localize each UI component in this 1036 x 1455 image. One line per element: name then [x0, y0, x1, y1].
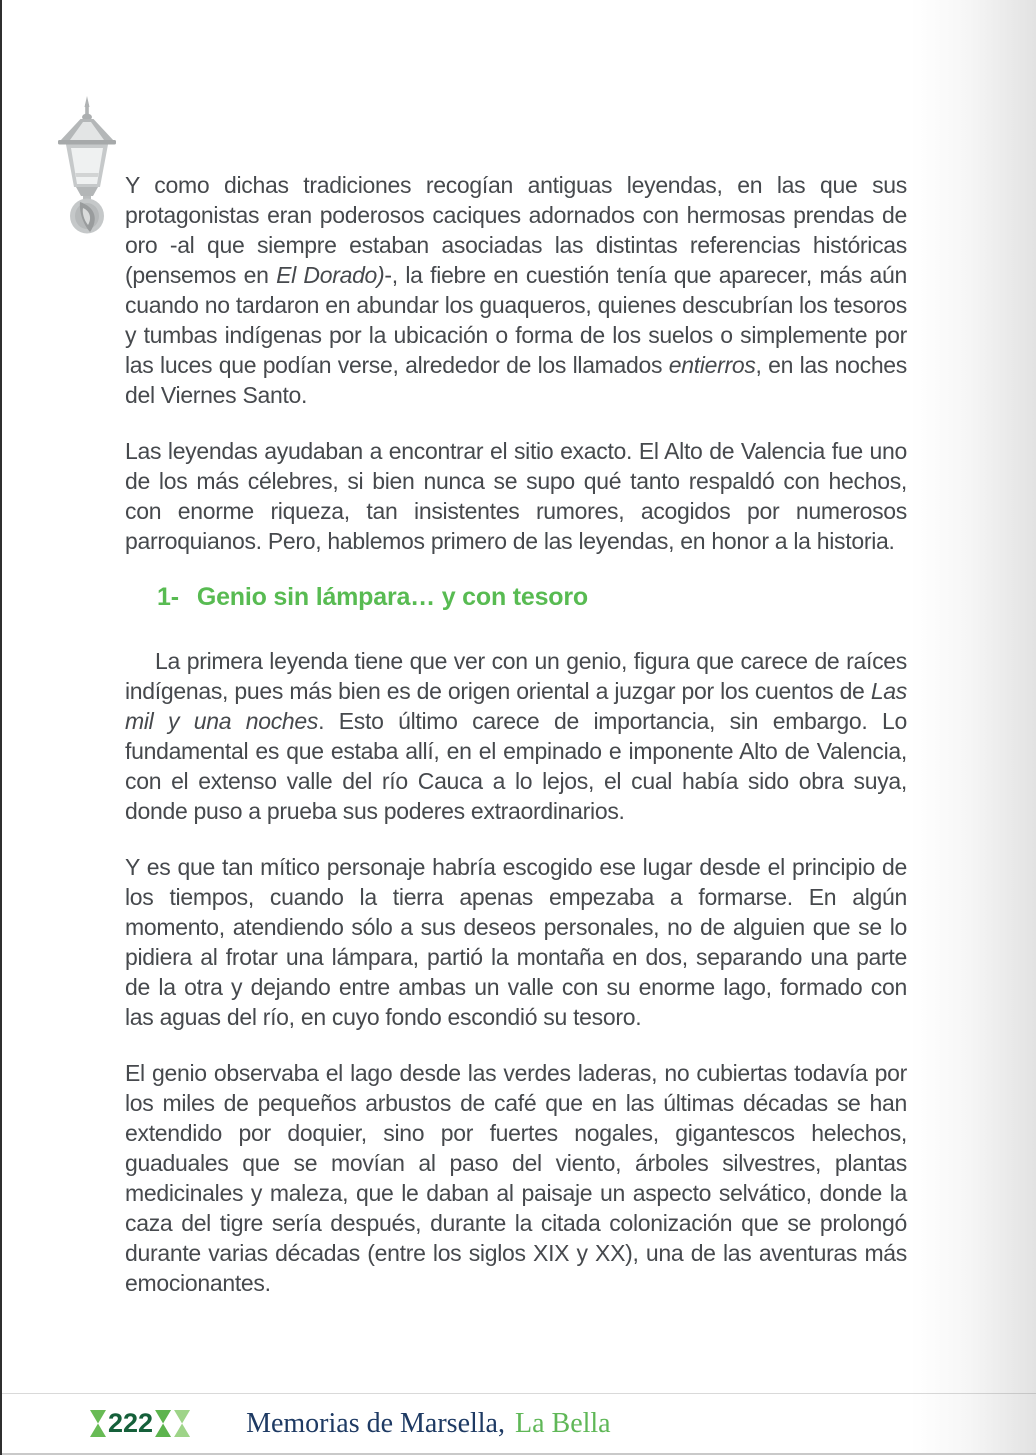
paragraph: La primera leyenda tiene que ver con un genio, figura que carece de raíces indígenas, pues más bien es de origen oriental a juzgar por los cuentos de Las mil y una noches. Esto último carece de importancia, sin embargo. Lo fundamental es que estaba allí, en el empinado e imponente Alto de Valencia, con el extenso valle del río Cauca a lo lejos, el cual había sido obra suya, donde puso a prueba sus poderes extraordinarios.: [125, 648, 907, 824]
page-content: [125, 170, 907, 1324]
book-title-subtitle: La Bella: [514, 1407, 611, 1439]
paragraph: Y es que tan mítico personaje habría escogido ese lugar desde el principio de los tiempos, cuando la tierra apenas empezaba a formarse. En algún momento, atendiendo sólo a sus deseos personales, no de alguien que se lo pidiera al frotar una lámpara, partió la montaña en dos, separando una parte de la otra y dejando entre ambas un valle con su enorme lago, formado con las aguas del río, en cuyo fondo escondió su tesoro.: [125, 854, 907, 1030]
page-number-group: [90, 1410, 190, 1437]
book-title: [246, 1407, 611, 1439]
paragraph: El genio observaba el lago desde las verdes laderas, no cubiertas todavía por los miles de pequeños arbustos de café que en las últimas décadas se han extendido por doquier, sino por fuertes nogales, gigantescos helechos, guaduales que se movían al paso del viento, árboles silvestres, plantas medicinales y maleza, que le daban al paisaje un aspecto selvático, donde la caza del tigre sería después, durante la citada colonización que se prolongó durante varias décadas (entre los siglos XIX y XX), una de las aventuras más emocionantes.: [125, 1060, 907, 1296]
section-title: Genio sin lámpara… y con tesoro: [196, 583, 588, 611]
wall-lantern-icon: [54, 96, 120, 234]
book-title-main: Memorias de Marsella,: [246, 1407, 505, 1439]
page-number: 222: [108, 1408, 154, 1438]
page-left-edge: [0, 0, 2, 1455]
hourglass-ornament-icon: [174, 1410, 190, 1437]
section-heading: [125, 582, 907, 612]
street-lamp-image: [54, 96, 120, 234]
hourglass-ornament-icon: [155, 1410, 171, 1437]
section-number: 1-: [157, 583, 179, 611]
hourglass-ornament-icon: [90, 1410, 106, 1437]
page-edge-shadow: [911, 0, 1036, 1455]
page-footer: [0, 1393, 1036, 1453]
paragraph: Y como dichas tradiciones recogían antiguas leyendas, en las que sus protagonistas eran poderosos caciques adornados con hermosas prendas de oro -al que siempre estaban asociadas las distintas referencias históricas (pensemos en El Dorado)-, la fiebre en cuestión tenía que aparecer, más aún cuando no tardaron en abundar los guaqueros, quienes descubrían los tesoros y tumbas indígenas por la ubicación o forma de los suelos o simplemente por las luces que podían verse, alrededor de los llamados entierros, en las noches del Viernes Santo.: [125, 172, 907, 408]
paragraph: Las leyendas ayudaban a encontrar el sitio exacto. El Alto de Valencia fue uno de los más célebres, si bien nunca se supo qué tanto respaldó con hechos, con enorme riqueza, tan insistentes rumores, acogidos por numerosos parroquianos. Pero, hablemos primero de las leyendas, en honor a la historia.: [125, 438, 907, 554]
